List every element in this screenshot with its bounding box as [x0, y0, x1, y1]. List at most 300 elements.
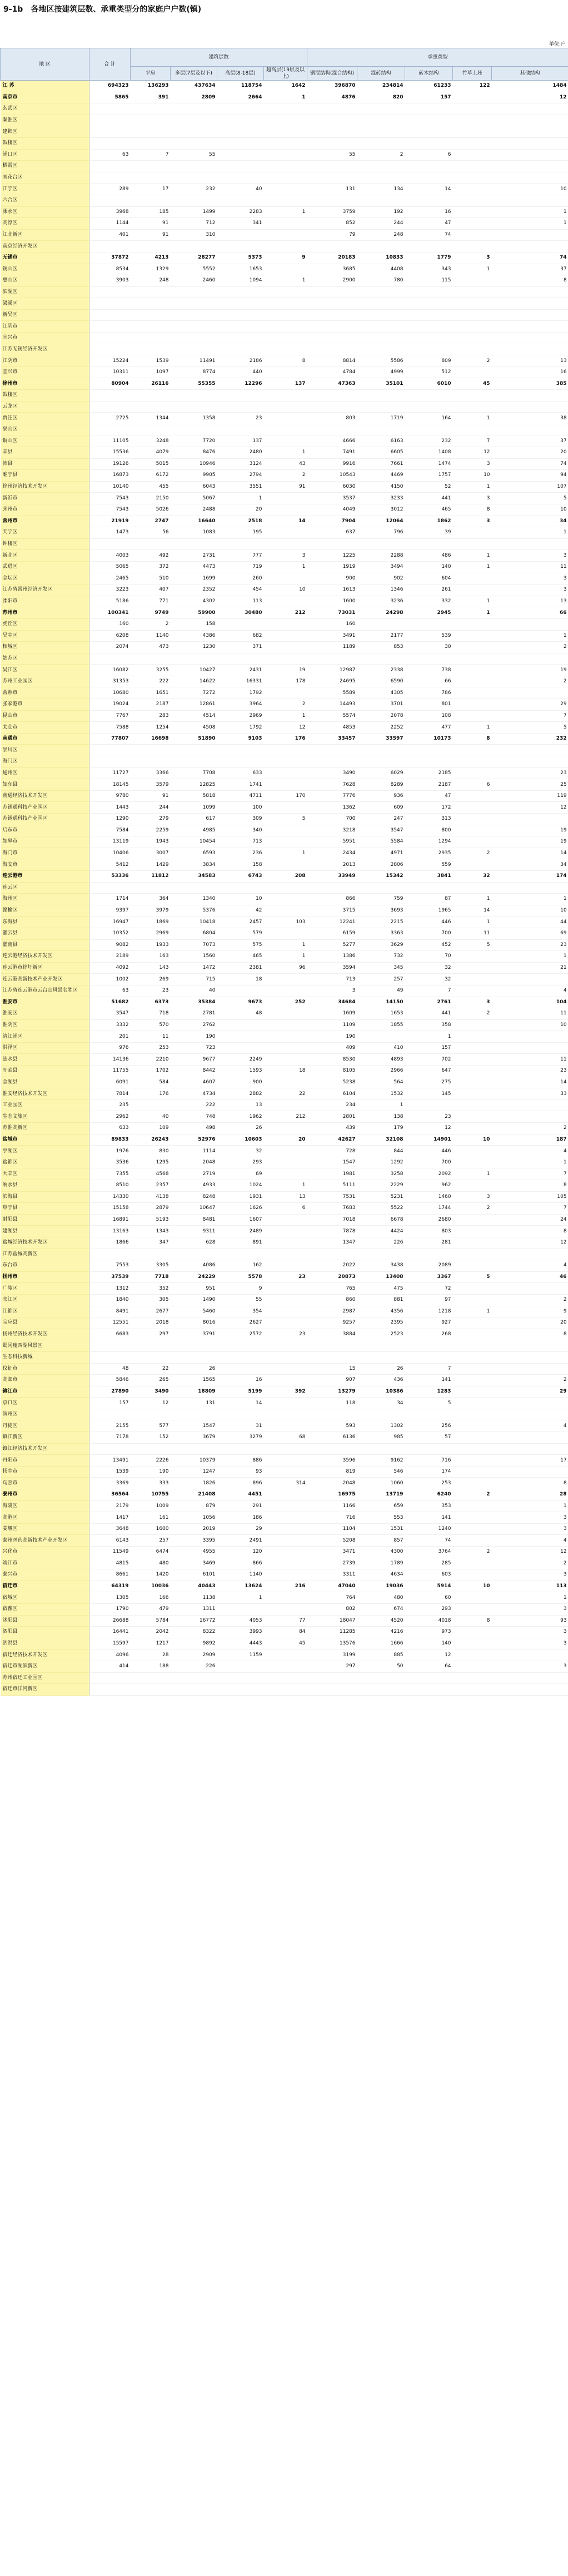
- value-cell: [307, 401, 357, 413]
- value-cell: 3537: [307, 493, 357, 504]
- value-cell: [217, 538, 264, 550]
- value-cell: 1060: [357, 1478, 405, 1489]
- value-cell: 2739: [307, 1558, 357, 1569]
- value-cell: 3223: [89, 584, 131, 596]
- value-cell: 28277: [171, 252, 217, 264]
- value-cell: 3: [492, 1512, 568, 1524]
- region-name: 南通经济技术开发区: [1, 790, 89, 802]
- value-cell: 40443: [171, 1581, 217, 1592]
- value-cell: [453, 1329, 492, 1340]
- value-cell: 4092: [89, 962, 131, 974]
- region-name: 江北新区: [1, 229, 89, 241]
- value-cell: [217, 1351, 264, 1363]
- value-cell: [89, 137, 131, 149]
- value-cell: 174: [492, 870, 568, 882]
- region-name: 徐州经济技术开发区: [1, 481, 89, 493]
- value-cell: 118: [307, 1398, 357, 1409]
- table-row: [1, 1317, 568, 1329]
- value-cell: 2: [492, 1123, 568, 1135]
- value-cell: [453, 676, 492, 687]
- value-cell: [217, 618, 264, 630]
- value-cell: [171, 103, 217, 115]
- value-cell: 1: [217, 1592, 264, 1604]
- table-row: [1, 1157, 568, 1168]
- value-cell: [217, 309, 264, 321]
- value-cell: 973: [405, 1627, 453, 1638]
- value-cell: 11812: [131, 870, 171, 882]
- value-cell: 59900: [171, 607, 217, 619]
- region-name: 江苏盐城高新区: [1, 1249, 89, 1260]
- value-cell: 1474: [405, 458, 453, 470]
- value-cell: 11: [492, 1054, 568, 1066]
- value-cell: [264, 1294, 307, 1306]
- value-cell: 160: [307, 618, 357, 630]
- region-name: 梁溪区: [1, 298, 89, 310]
- value-cell: [131, 390, 171, 402]
- value-cell: 19: [492, 836, 568, 848]
- value-cell: [307, 172, 357, 184]
- value-cell: 1290: [89, 814, 131, 825]
- table-row: [1, 1306, 568, 1317]
- value-cell: [217, 1031, 264, 1043]
- value-cell: 853: [357, 642, 405, 653]
- value-cell: [453, 103, 492, 115]
- value-cell: 759: [357, 894, 405, 905]
- value-cell: [131, 333, 171, 344]
- table-row: [1, 917, 568, 928]
- value-cell: 141: [405, 1512, 453, 1524]
- value-cell: [453, 642, 492, 653]
- value-cell: 137: [217, 435, 264, 447]
- value-cell: 764: [307, 1592, 357, 1604]
- value-cell: 3: [453, 493, 492, 504]
- value-cell: 190: [171, 1031, 217, 1043]
- value-cell: [357, 103, 405, 115]
- value-cell: 11727: [89, 767, 131, 779]
- value-cell: 1: [453, 722, 492, 734]
- value-cell: 2189: [89, 951, 131, 963]
- value-cell: 7588: [89, 722, 131, 734]
- value-cell: [357, 161, 405, 172]
- table-row: [1, 630, 568, 642]
- value-cell: [453, 321, 492, 333]
- value-cell: 1: [453, 894, 492, 905]
- value-cell: 161: [131, 1512, 171, 1524]
- value-cell: [89, 103, 131, 115]
- value-cell: 2966: [357, 1066, 405, 1077]
- value-cell: [217, 1672, 264, 1684]
- value-cell: [492, 137, 568, 149]
- value-cell: [405, 115, 453, 126]
- value-cell: 265: [131, 1375, 171, 1386]
- value-cell: 6683: [89, 1329, 131, 1340]
- value-cell: 2215: [357, 917, 405, 928]
- value-cell: 7: [492, 710, 568, 722]
- value-cell: 907: [307, 1375, 357, 1386]
- table-row: [1, 115, 568, 126]
- value-cell: 1: [217, 493, 264, 504]
- value-cell: 14622: [171, 676, 217, 687]
- value-cell: 163: [131, 951, 171, 963]
- region-name: 雨花台区: [1, 172, 89, 184]
- value-cell: 7178: [89, 1432, 131, 1444]
- table-row: [1, 390, 568, 402]
- value-cell: [453, 401, 492, 413]
- value-cell: [453, 275, 492, 287]
- value-cell: 19126: [89, 458, 131, 470]
- value-cell: 16: [405, 206, 453, 218]
- value-cell: [171, 286, 217, 298]
- value-cell: 1: [492, 894, 568, 905]
- value-cell: 8774: [171, 366, 217, 378]
- value-cell: [453, 790, 492, 802]
- value-cell: 3884: [307, 1329, 357, 1340]
- value-cell: 4734: [171, 1088, 217, 1100]
- region-name: 常熟市: [1, 687, 89, 699]
- table-row: [1, 1260, 568, 1272]
- value-cell: 93: [217, 1466, 264, 1478]
- value-cell: 1343: [131, 1226, 171, 1237]
- value-cell: [264, 859, 307, 871]
- value-cell: 1547: [307, 1157, 357, 1168]
- value-cell: [405, 103, 453, 115]
- value-cell: 47040: [307, 1581, 357, 1592]
- value-cell: [131, 745, 171, 756]
- table-row: [1, 1535, 568, 1547]
- value-cell: [357, 309, 405, 321]
- value-cell: 137: [264, 378, 307, 390]
- value-cell: 1140: [217, 1569, 264, 1581]
- value-cell: 23: [492, 1066, 568, 1077]
- value-cell: 902: [357, 573, 405, 584]
- value-cell: [89, 401, 131, 413]
- value-cell: 56: [131, 527, 171, 539]
- value-cell: 33: [492, 1088, 568, 1100]
- value-cell: [453, 573, 492, 584]
- region-name: 江阴市: [1, 321, 89, 333]
- region-name: 南通市: [1, 733, 89, 745]
- value-cell: 212: [264, 1111, 307, 1123]
- value-cell: [357, 756, 405, 768]
- value-cell: [453, 699, 492, 711]
- value-cell: 4150: [357, 481, 405, 493]
- table-row: [1, 584, 568, 596]
- value-cell: 26116: [131, 378, 171, 390]
- value-cell: 10647: [171, 1203, 217, 1215]
- value-cell: [492, 1099, 568, 1111]
- value-cell: 4971: [357, 848, 405, 859]
- value-cell: [89, 241, 131, 252]
- value-cell: [357, 344, 405, 355]
- value-cell: 441: [405, 1008, 453, 1020]
- value-cell: 2809: [171, 92, 217, 103]
- value-cell: 8476: [171, 447, 217, 459]
- region-name: 沭阳县: [1, 1615, 89, 1627]
- value-cell: 10: [453, 470, 492, 482]
- value-cell: [217, 298, 264, 310]
- value-cell: 1: [453, 917, 492, 928]
- value-cell: [89, 882, 131, 894]
- value-cell: 3: [453, 997, 492, 1008]
- value-cell: 866: [307, 894, 357, 905]
- value-cell: 9: [217, 1283, 264, 1295]
- value-cell: [264, 264, 307, 275]
- region-name: 泗阳县: [1, 1627, 89, 1638]
- value-cell: 1499: [171, 206, 217, 218]
- value-cell: 22: [131, 1363, 171, 1375]
- value-cell: 30480: [217, 607, 264, 619]
- value-cell: [492, 298, 568, 310]
- value-cell: 4876: [307, 92, 357, 103]
- value-cell: [453, 1558, 492, 1569]
- value-cell: 20873: [307, 1271, 357, 1283]
- value-cell: 5586: [357, 355, 405, 367]
- value-cell: 289: [89, 184, 131, 195]
- value-cell: 10680: [89, 687, 131, 699]
- value-cell: 2338: [357, 665, 405, 676]
- value-cell: [264, 1409, 307, 1420]
- value-cell: 719: [217, 561, 264, 573]
- value-cell: 13: [492, 596, 568, 607]
- value-cell: 715: [171, 974, 217, 985]
- value-cell: 30: [405, 642, 453, 653]
- table-row: [1, 149, 568, 161]
- value-cell: 347: [131, 1237, 171, 1249]
- value-cell: 3: [492, 1603, 568, 1615]
- value-cell: [453, 1294, 492, 1306]
- value-cell: 2489: [217, 1226, 264, 1237]
- value-cell: 42: [217, 905, 264, 917]
- value-cell: 9673: [217, 997, 264, 1008]
- value-cell: [453, 229, 492, 241]
- value-cell: 1931: [217, 1191, 264, 1203]
- value-cell: 162: [217, 1260, 264, 1272]
- region-name: 连云区: [1, 882, 89, 894]
- value-cell: 143: [131, 962, 171, 974]
- value-cell: [89, 344, 131, 355]
- value-cell: [307, 1672, 357, 1684]
- value-cell: 1312: [89, 1283, 131, 1295]
- value-cell: 6208: [89, 630, 131, 642]
- value-cell: [307, 103, 357, 115]
- value-cell: 42627: [307, 1134, 357, 1146]
- value-cell: 2229: [357, 1180, 405, 1192]
- value-cell: 1472: [171, 962, 217, 974]
- value-cell: 74: [492, 252, 568, 264]
- value-cell: 36564: [89, 1489, 131, 1501]
- value-cell: [217, 344, 264, 355]
- value-cell: 6804: [171, 928, 217, 939]
- value-cell: 2042: [131, 1627, 171, 1638]
- value-cell: [171, 137, 217, 149]
- region-name: 六合区: [1, 195, 89, 206]
- value-cell: 1: [264, 1180, 307, 1192]
- table-row: [1, 653, 568, 665]
- value-cell: 5914: [405, 1581, 453, 1592]
- value-cell: [131, 137, 171, 149]
- value-cell: [264, 172, 307, 184]
- value-cell: 12296: [217, 378, 264, 390]
- value-cell: 3: [492, 550, 568, 562]
- value-cell: 9397: [89, 905, 131, 917]
- value-cell: [453, 115, 492, 126]
- region-name: 新吴区: [1, 309, 89, 321]
- value-cell: [264, 882, 307, 894]
- region-name: 江阴市: [1, 355, 89, 367]
- table-row: [1, 1283, 568, 1295]
- value-cell: 3494: [357, 561, 405, 573]
- value-cell: 1408: [405, 447, 453, 459]
- value-cell: [453, 1432, 492, 1444]
- table-row: [1, 1398, 568, 1409]
- value-cell: [89, 1684, 131, 1696]
- value-cell: [264, 687, 307, 699]
- table-row: [1, 561, 568, 573]
- value-cell: 32: [217, 1146, 264, 1157]
- value-cell: [264, 241, 307, 252]
- region-name: 泗洪县: [1, 1638, 89, 1649]
- value-cell: 3124: [217, 458, 264, 470]
- value-cell: [453, 538, 492, 550]
- value-cell: 24: [492, 1214, 568, 1226]
- value-cell: [492, 344, 568, 355]
- value-cell: [264, 195, 307, 206]
- value-cell: [264, 985, 307, 997]
- value-cell: 2518: [217, 516, 264, 527]
- value-cell: 2048: [171, 1157, 217, 1168]
- region-name: 江苏无锡经济开发区: [1, 344, 89, 355]
- value-cell: 7718: [131, 1271, 171, 1283]
- region-name: 姜堰区: [1, 1523, 89, 1535]
- value-cell: 4451: [217, 1489, 264, 1501]
- value-cell: [131, 286, 171, 298]
- value-cell: 6474: [131, 1547, 171, 1558]
- value-cell: [171, 424, 217, 435]
- value-cell: 4386: [171, 630, 217, 642]
- value-cell: 52976: [171, 1134, 217, 1146]
- value-cell: 7543: [89, 493, 131, 504]
- value-cell: [453, 1398, 492, 1409]
- value-cell: 22: [264, 1088, 307, 1100]
- value-cell: 20: [492, 1317, 568, 1329]
- value-cell: 1: [453, 550, 492, 562]
- value-cell: [405, 161, 453, 172]
- value-cell: 1484: [492, 81, 568, 92]
- value-cell: 17: [492, 1455, 568, 1467]
- value-cell: 1: [264, 447, 307, 459]
- city-row: [1, 81, 568, 92]
- value-cell: [453, 1019, 492, 1031]
- value-cell: 6010: [405, 378, 453, 390]
- value-cell: 1294: [405, 836, 453, 848]
- value-cell: [264, 779, 307, 791]
- value-cell: 13163: [89, 1226, 131, 1237]
- value-cell: [453, 1042, 492, 1054]
- value-cell: 4018: [405, 1615, 453, 1627]
- table-row: [1, 413, 568, 424]
- value-cell: 2022: [307, 1260, 357, 1272]
- value-cell: 21: [492, 962, 568, 974]
- region-name: 新北区: [1, 550, 89, 562]
- value-cell: 2725: [89, 413, 131, 424]
- value-cell: [217, 149, 264, 161]
- value-cell: 2488: [171, 504, 217, 516]
- value-cell: 40: [217, 184, 264, 195]
- value-cell: 5373: [217, 252, 264, 264]
- value-cell: 4138: [131, 1191, 171, 1203]
- value-cell: 4049: [307, 504, 357, 516]
- table-code: 9-1b: [3, 5, 23, 14]
- value-cell: 93: [492, 1615, 568, 1627]
- table-row: [1, 790, 568, 802]
- value-cell: [264, 333, 307, 344]
- value-cell: 1417: [89, 1512, 131, 1524]
- value-cell: 3363: [357, 928, 405, 939]
- value-cell: [171, 172, 217, 184]
- value-cell: 105: [492, 1191, 568, 1203]
- value-cell: [264, 1500, 307, 1512]
- value-cell: [453, 137, 492, 149]
- value-cell: 38: [492, 413, 568, 424]
- table-row: [1, 1363, 568, 1375]
- region-name: 如东县: [1, 779, 89, 791]
- value-cell: 103: [264, 917, 307, 928]
- value-cell: 3629: [357, 939, 405, 951]
- region-name: 广陵区: [1, 1283, 89, 1295]
- value-cell: 352: [131, 1283, 171, 1295]
- value-cell: [131, 1351, 171, 1363]
- value-cell: 3: [492, 1523, 568, 1535]
- value-cell: 1626: [217, 1203, 264, 1215]
- city-row: [1, 516, 568, 527]
- region-name: 盱眙县: [1, 1066, 89, 1077]
- value-cell: 480: [357, 1592, 405, 1604]
- table-row: [1, 1226, 568, 1237]
- value-cell: 37: [492, 435, 568, 447]
- value-cell: [264, 1168, 307, 1180]
- value-cell: 713: [307, 974, 357, 985]
- value-cell: 1: [453, 607, 492, 619]
- value-cell: 3: [492, 584, 568, 596]
- value-cell: [217, 1363, 264, 1375]
- value-cell: 24229: [171, 1271, 217, 1283]
- value-cell: [405, 1340, 453, 1352]
- value-cell: 409: [307, 1042, 357, 1054]
- value-cell: 2013: [307, 859, 357, 871]
- value-cell: [264, 286, 307, 298]
- value-cell: 1295: [131, 1157, 171, 1168]
- value-cell: 20: [264, 1134, 307, 1146]
- region-name: 连云港市徐圩新区: [1, 962, 89, 974]
- value-cell: 465: [405, 504, 453, 516]
- value-cell: 26: [357, 1363, 405, 1375]
- value-cell: 134: [357, 184, 405, 195]
- value-cell: 2074: [89, 642, 131, 653]
- region-name: 钟楼区: [1, 538, 89, 550]
- region-name: 润州区: [1, 1409, 89, 1420]
- region-name: 灌云县: [1, 928, 89, 939]
- value-cell: 9257: [307, 1317, 357, 1329]
- header-col: 高层(8-18层): [217, 67, 264, 81]
- table-row: [1, 1649, 568, 1661]
- value-cell: [264, 1019, 307, 1031]
- value-cell: [492, 1432, 568, 1444]
- value-cell: [492, 401, 568, 413]
- value-cell: [264, 1237, 307, 1249]
- city-row: [1, 870, 568, 882]
- value-cell: [307, 298, 357, 310]
- value-cell: [453, 1088, 492, 1100]
